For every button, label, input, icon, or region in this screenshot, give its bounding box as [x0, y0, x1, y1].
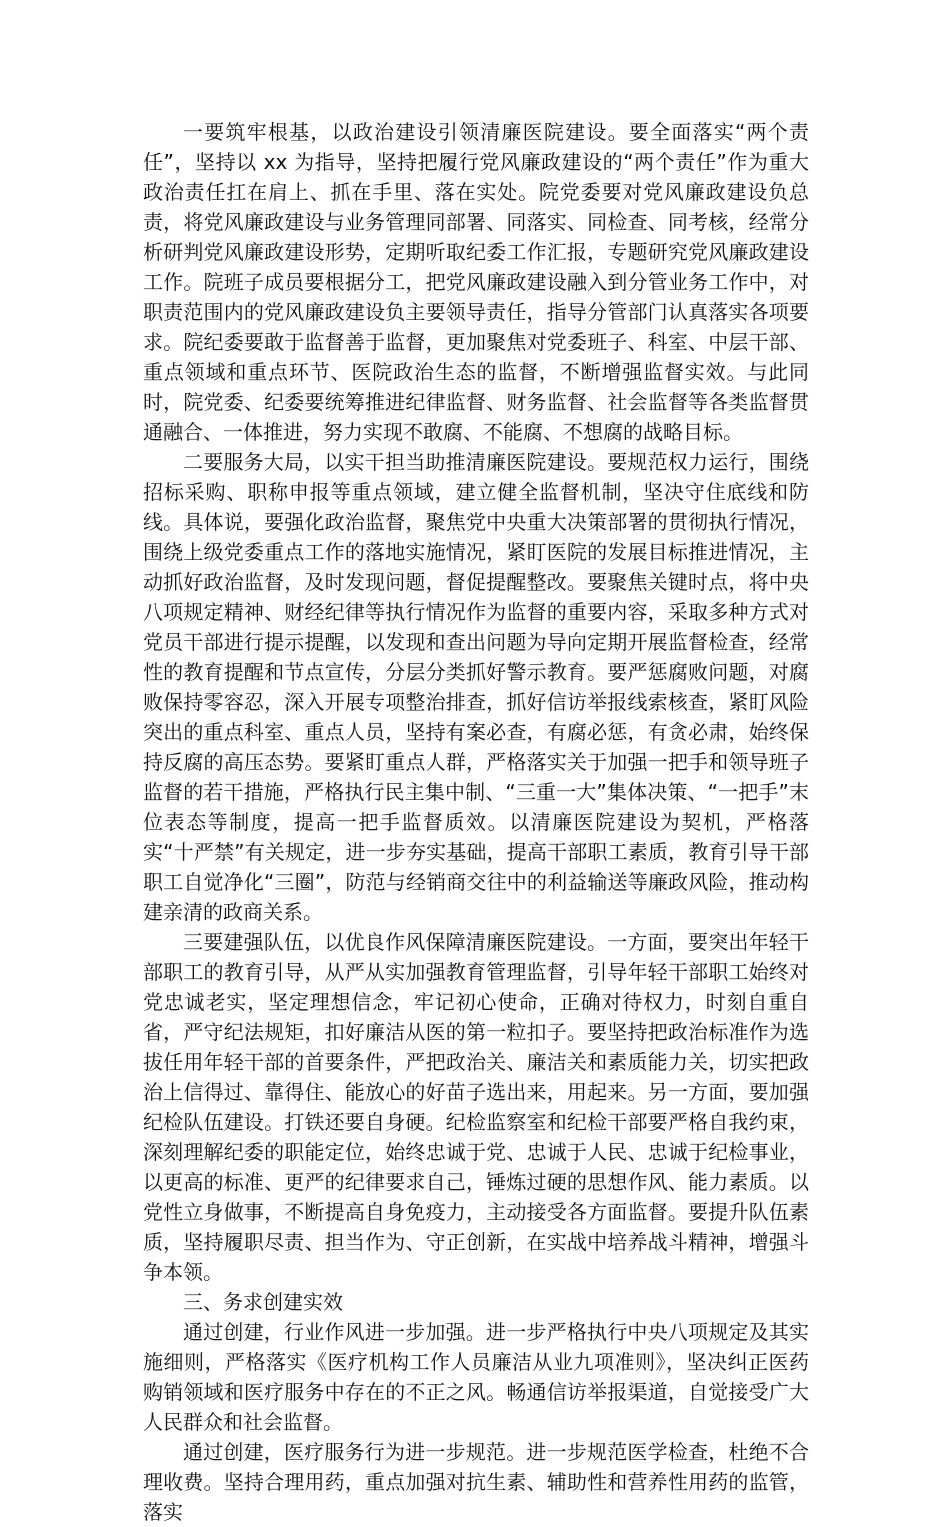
- document-body: [143, 117, 809, 1527]
- paragraph-3: 三要建强队伍，以优良作风保障清廉医院建设。一方面，要突出年轻干部职工的教育引导，从严从实加强教育管理监督，引导年轻干部职工始终对党忠诚老实，坚定理想信念，牢记初心使命，正确对待权力，时刻自重自省，严守纪法规矩，扣好廉洁从医的第一粒扣子。要坚持把政治标准作为选拔任用年轻干部的首要条件，严把政治关、廉洁关和素质能力关，切实把政治上信得过、靠得住、能放心的好苗子选出来，用起来。另一方面，要加强纪检队伍建设。打铁还要自身硬。纪检监察室和纪检干部要严格自我约束，深刻理解纪委的职能定位，始终忠诚于党、忠诚于人民、忠诚于纪检事业，以更高的标准、更严的纪律要求自己，锤炼过硬的思想作风、能力素质。以党性立身做事，不断提高自身免疫力，主动接受各方面监督。要提升队伍素质，坚持履职尽责、担当作为、守正创新，在实战中培养战斗精神，增强斗争本领。: [143, 930, 809, 1284]
- section-heading: 三、务求创建实效: [183, 1290, 343, 1314]
- paragraph-4: 通过创建，行业作风进一步加强。进一步严格执行中央八项规定及其实施细则，严格落实《医疗机构工作人员廉洁从业九项准则》，坚决纠正医药购销领域和医疗服务中存在的不正之风。畅通信访举报渠道，自觉接受广大人民群众和社会监督。: [143, 1320, 809, 1434]
- paragraph-1: 一要筑牢根基，以政治建设引领清廉医院建设。要全面落实“两个责任”，坚持以 xx 为指导，坚持把履行党风廉政建设的“两个责任”作为重大政治责任扛在肩上、抓在手里、落在实处。院党委要对党风廉政建设负总责，将党风廉政建设与业务管理同部署、同落实、同检查、同考核，经常分析研判党风廉政建设形势，定期听取纪委工作汇报，专题研究党风廉政建设工作。院班子成员要根据分工，把党风廉政建设融入到分管业务工作中，对职责范围内的党风廉政建设负主要领导责任，指导分管部门认真落实各项要求。院纪委要敢于监督善于监督，更加聚焦对党委班子、科室、中层干部、重点领域和重点环节、医院政治生态的监督，不断增强监督实效。与此同时，院党委、纪委要统筹推进纪律监督、财务监督、社会监督等各类监督贯通融合、一体推进，努力实现不敢腐、不能腐、不想腐的战略目标。: [143, 120, 809, 444]
- paragraph-5: 通过创建，医疗服务行为进一步规范。进一步规范医学检查，杜绝不合理收费。坚持合理用药，重点加强对抗生素、辅助性和营养性用药的监管，落实: [143, 1440, 809, 1524]
- paragraph-2: 二要服务大局，以实干担当助推清廉医院建设。要规范权力运行，围绕招标采购、职称申报等重点领域，建立健全监督机制，坚决守住底线和防线。具体说，要强化政治监督，聚焦党中央重大决策部署的贯彻执行情况，围绕上级党委重点工作的落地实施情况，紧盯医院的发展目标推进情况，主动抓好政治监督，及时发现问题，督促提醒整改。要聚焦关键时点，将中央八项规定精神、财经纪律等执行情况作为监督的重要内容，采取多种方式对党员干部进行提示提醒，以发现和查出问题为导向定期开展监督检查，经常性的教育提醒和节点宣传，分层分类抓好警示教育。要严惩腐败问题，对腐败保持零容忍，深入开展专项整治排查，抓好信访举报线索核查，紧盯风险突出的重点科室、重点人员，坚持有案必查，有腐必惩，有贪必肃，始终保持反腐的高压态势。要紧盯重点人群，严格落实关于加强一把手和领导班子监督的若干措施，严格执行民主集中制、“三重一大”集体决策、“一把手”末位表态等制度，提高一把手监督质效。以清廉医院建设为契机，严格落实“十严禁”有关规定，进一步夯实基础，提高干部职工素质，教育引导干部职工自觉净化“三圈”，防范与经销商交往中的利益输送等廉政风险，推动构建亲清的政商关系。: [143, 450, 809, 924]
